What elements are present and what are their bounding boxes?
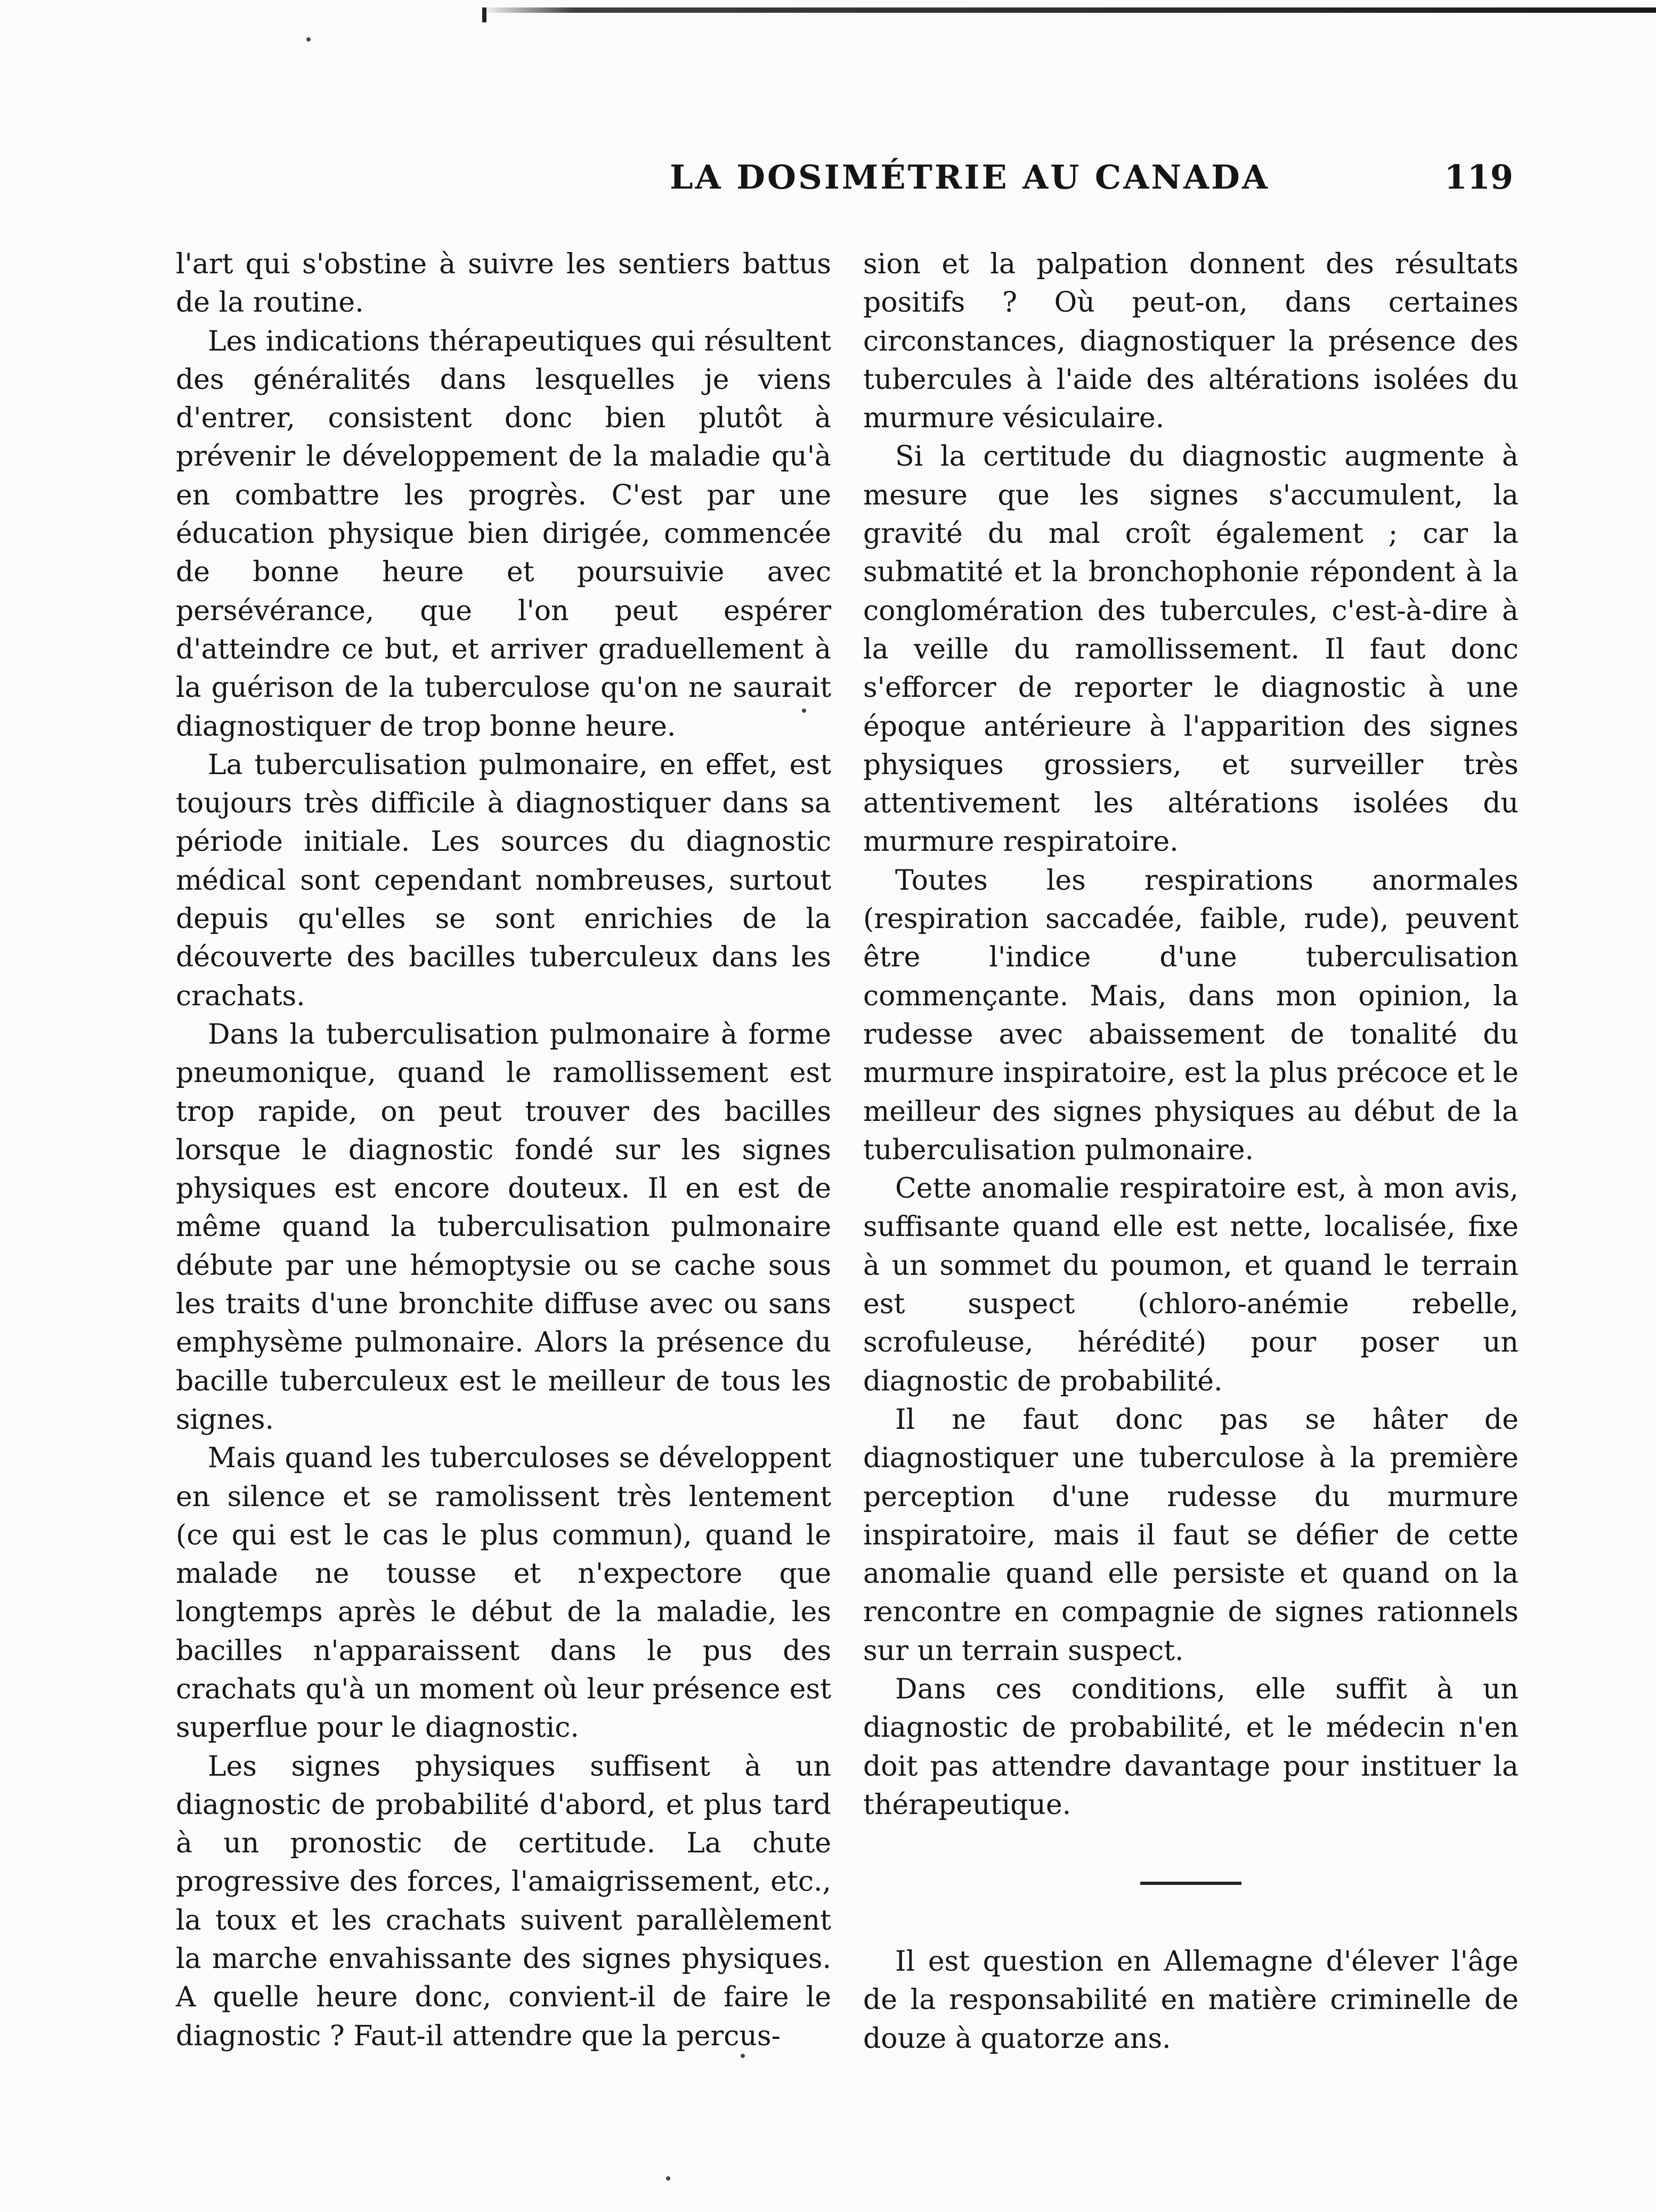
paragraph: Les signes physiques suffisent à un diagnostic de probabilité d'abord, et plus tard à un pronostic de certitude. La chute progressive des forces, l'amaigrissement, etc., la toux et les crachats suivent parallèlement la marche envahissante des signes physiques. A quelle heure donc, convient-il de faire le diagnostic ? Faut-il attendre que la percus- [176, 1750, 831, 2052]
paragraph: Mais quand les tuberculoses se développent en silence et se ramolissent très lentement (ce qui est le cas le plus commun), quand le malade ne tousse et n'expectore que longtemps après le début de la maladie, les bacilles n'apparaissent dans le pus des crachats qu'à un moment où leur présence est superflue pour le diagnostic. [176, 1442, 831, 1744]
running-header-title: LA DOSIMÉTRIE AU CANADA [669, 158, 1270, 197]
top-border-tick [482, 7, 486, 22]
paragraph: Cette anomalie respiratoire est, à mon avis, suffisante quand elle est nette, localisée, fixe à un sommet du poumon, et quand le terrain est suspect (chloro-anémie rebelle, scrofuleuse, hérédité) pour poser un diagnostic de probabilité. [863, 1173, 1519, 1397]
paragraph: Dans la tuberculisation pulmonaire à forme pneumonique, quand le ramollissement est trop rapide, on peut trouver des bacilles lorsque le diagnostic fondé sur les signes physiques est encore douteux. Il en est de même quand la tuberculisation pulmonaire débute par une hémoptysie ou se cache sous les traits d'une bronchite diffuse avec ou sans emphysème pulmonaire. Alors la présence du bacille tuberculeux est le meilleur de tous les signes. [176, 1018, 831, 1436]
paragraph: Les indications thérapeutiques qui résultent des généralités dans lesquelles je viens d'entrer, consistent donc bien plutôt à prévenir le développement de la maladie qu'à en combattre les progrès. C'est par une éducation physique bien dirigée, commencée de bonne heure et poursuivie avec persévérance, que l'on peut espérer d'atteindre ce but, et arriver graduellement à la guérison de la tuberculose qu'on ne saurait diagnostiquer de trop bonne heure. [176, 325, 831, 743]
page-number: 119 [1444, 158, 1513, 197]
right-column [863, 245, 1519, 2058]
paragraph: sion et la palpation donnent des résultats positifs ? Où peut-on, dans certaines circonstances, diagnostiquer la présence des tubercules à l'aide des altérations isolées du murmure vésiculaire. [863, 248, 1519, 435]
left-column [176, 245, 831, 2055]
paragraph: Toutes les respirations anormales (respiration saccadée, faible, rude), peuvent être l'indice d'une tuberculisation commençante. Mais, dans mon opinion, la rudesse avec abaissement de tonalité du murmure inspiratoire, est la plus précoce et le meilleur des signes physiques au début de la tuberculisation pulmonaire. [863, 864, 1519, 1166]
top-border-rule [480, 7, 1656, 13]
print-speck [306, 37, 311, 42]
section-separator-rule [1140, 1882, 1241, 1885]
print-speck [802, 709, 806, 713]
paragraph: Si la certitude du diagnostic augmente à mesure que les signes s'accumulent, la gravité du mal croît également ; car la submatité et la bronchophonie répondent à la conglomération des tubercules, c'est-à-dire à la veille du ramollissement. Il faut donc s'efforcer de reporter le diagnostic à une époque antérieure à l'apparition des signes physiques grossiers, et surveiller très attentivement les altérations isolées du murmure respiratoire. [863, 441, 1519, 858]
paragraph: Il ne faut donc pas se hâter de diagnostiquer une tuberculose à la première perception d'une rudesse du murmure inspiratoire, mais il faut se défier de cette anomalie quand elle persiste et quand on la rencontre en compagnie de signes rationnels sur un terrain suspect. [863, 1403, 1519, 1667]
paragraph: l'art qui s'obstine à suivre les sentiers battus de la routine. [176, 248, 831, 319]
paragraph: La tuberculisation pulmonaire, en effet, est toujours très difficile à diagnostiquer dans sa période initiale. Les sources du diagnostic médical sont cependant nombreuses, surtout depuis qu'elles se sont enrichies de la découverte des bacilles tuberculeux dans les crachats. [176, 749, 831, 1012]
print-speck [741, 2054, 745, 2058]
print-speck [666, 2176, 670, 2181]
paragraph: Dans ces conditions, elle suffit à un diagnostic de probabilité, et le médecin n'en doit pas attendre davantage pour instituer la thérapeutique. [863, 1673, 1519, 1821]
news-note: Il est question en Allemagne d'élever l'âge de la responsabilité en matière criminelle de douze à quatorze ans. [863, 1946, 1519, 2055]
